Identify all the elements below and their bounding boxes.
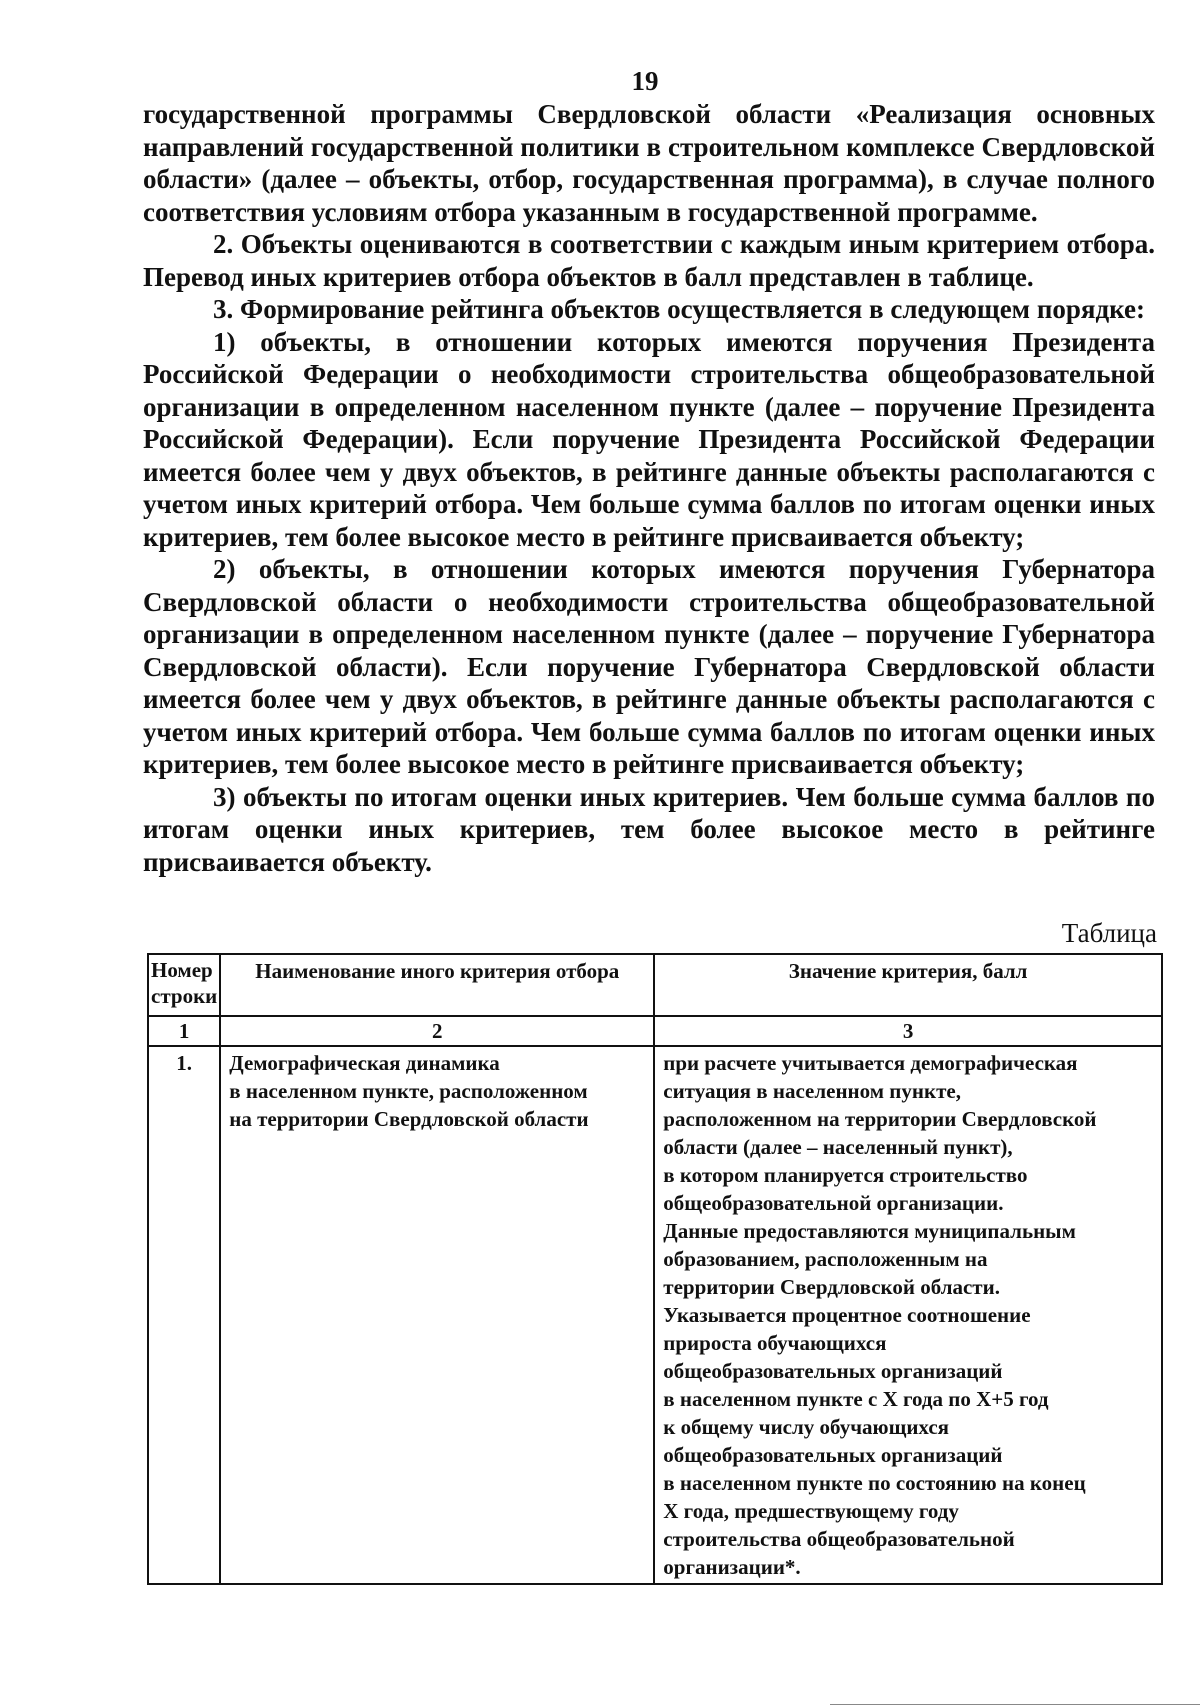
paragraph: государственной программы Свердловской области «Реализация основных направлений государственной политики в строительном комплексе Свердловской области» (далее – объекты, отбор, государственная программа), в случае полного соответствия условиям отбора указанным в государственной программе. <box>143 99 1155 227</box>
criterion-name-line: на территории Свердловской области <box>229 1107 589 1131</box>
criteria-table <box>147 953 1163 1585</box>
column-number: 1 <box>148 1016 220 1046</box>
criterion-value-line: к общему числу обучающихся <box>663 1415 950 1439</box>
row-number: 1. <box>148 1046 220 1584</box>
criterion-value-line: общеобразовательных организаций <box>663 1359 1003 1383</box>
header-criterion-name: Наименование иного критерия отбора <box>220 954 654 1016</box>
table-caption: Таблица <box>1061 918 1157 948</box>
criterion-value-line: в населенном пункте с X года по X+5 год <box>663 1387 1049 1411</box>
column-number: 3 <box>654 1016 1162 1046</box>
paragraph: 3. Формирование рейтинга объектов осуществляется в следующем порядке: <box>213 294 1146 324</box>
criterion-value-line: X года, предшествующему году <box>663 1499 959 1523</box>
table-header-row <box>148 954 1162 1016</box>
header-row-number: Номер строки <box>148 954 220 1016</box>
criterion-value-line: общеобразовательных организаций <box>663 1443 1003 1467</box>
criterion-value-line: Данные предоставляются муниципальным <box>663 1219 1076 1243</box>
criterion-name-line: в населенном пункте, расположенном <box>229 1079 588 1103</box>
paragraph: 1) объекты, в отношении которых имеются поручения Президента Российской Федерации о необходимости строительства общеобразовательной организации в определенном населенном пункте (далее – поручение Президента Российской Федерации). Если поручение Президента Российской Федерации имеется более чем у двух объектов, в рейтинге данные объекты располагаются с учетом иных критерий отбора. Чем больше сумма баллов по итогам оценки иных критериев, тем более высокое место в рейтинге присваивается объекту; <box>143 326 1155 552</box>
criterion-value-line: прироста обучающихся <box>663 1331 887 1355</box>
criterion-value-line: организации*. <box>663 1555 801 1579</box>
criterion-value-line: территории Свердловской области. <box>663 1275 1000 1299</box>
criterion-value-line: при расчете учитывается демографическая <box>663 1051 1078 1075</box>
criterion-value-line: в населенном пункте по состоянию на конец <box>663 1471 1086 1495</box>
body-text <box>143 98 1155 878</box>
criterion-value-line: образованием, расположенным на <box>663 1247 988 1271</box>
criterion-value-line: ситуация в населенном пункте, <box>663 1079 961 1103</box>
page-number: 19 <box>631 66 659 96</box>
table-column-numbers-row <box>148 1016 1162 1046</box>
criterion-name <box>220 1046 654 1584</box>
criterion-value-line: общеобразовательной организации. <box>663 1191 1004 1215</box>
paragraph: 2. Объекты оцениваются в соответствии с каждым иным критерием отбора. Перевод иных критериев отбора объектов в балл представлен в таблице. <box>143 229 1155 292</box>
criterion-value-line: строительства общеобразовательной <box>663 1527 1015 1551</box>
paragraph: 2) объекты, в отношении которых имеются поручения Губернатора Свердловской области о необходимости строительства общеобразовательной организации в определенном населенном пункте (далее – поручение Губернатора Свердловской области). Если поручение Губернатора Свердловской области имеется более чем у двух объектов, в рейтинге данные объекты располагаются с учетом иных критерий отбора. Чем больше сумма баллов по итогам оценки иных критериев, тем более высокое место в рейтинге присваивается объекту; <box>143 554 1155 779</box>
criterion-value-line: Указывается процентное соотношение <box>663 1303 1031 1327</box>
column-number: 2 <box>220 1016 654 1046</box>
header-criterion-value: Значение критерия, балл <box>654 954 1162 1016</box>
criterion-name-line: Демографическая динамика <box>229 1051 500 1075</box>
criterion-value <box>654 1046 1162 1584</box>
criterion-value-line: области (далее – населенный пункт), <box>663 1135 1013 1159</box>
paragraph: 3) объекты по итогам оценки иных критериев. Чем больше сумма баллов по итогам оценки иных критериев, тем более высокое место в рейтинге присваивается объекту. <box>143 781 1155 877</box>
criterion-value-line: расположенном на территории Свердловской <box>663 1107 1097 1131</box>
table-row <box>148 1046 1162 1584</box>
criterion-value-line: в котором планируется строительство <box>663 1163 1028 1187</box>
